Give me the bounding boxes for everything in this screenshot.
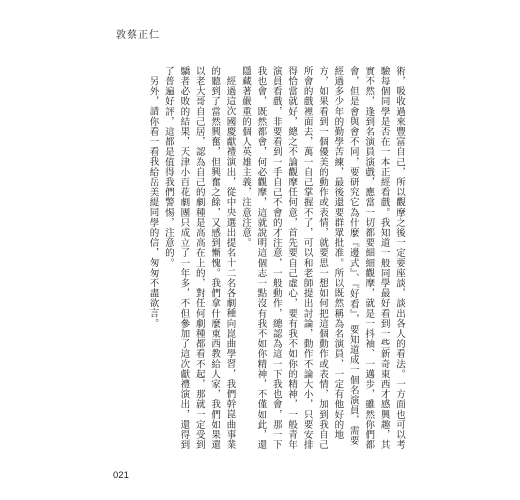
body-text: [147, 66, 407, 450]
page-number: 021: [113, 470, 129, 481]
paragraph-1: 術，吸收過來豐富自己，所以觀摩之後一定要座談，談出各人的看法。一方面也可以考驗每個同學是否在一本正經看戲。我知道一般同學最好看到一些新奇東西才感興趣，其實不然，逢到名演員演戲，應當一切都要細細觀摩，就是一抖袖、一邁步，雖然你們都會，但是會與會不同，要研究它為什麼『邊式』、『好看』，要知道成一個名演員，需要經過多少年的勤學苦練，最後還要群眾批准。所以既然稱為名演員，一定有他好的地方，如果看到一個優美的動作或表情，就要思一想如何把這個動作或表情，加到我自己所會的戲裡面去，萬一自己掌握不了，可以和老師提出討論，動作不論大小，只要安排得恰當就好，總之不論觀摩任何意，首先要自己虛心，要有我不如你的精神，一般青年演員看戲，非要看到一手自己不會的才注意，一般動作，總認為這一下我也會，那一下我也會，既然都會，何必觀摩，這就說明這個志一點沒有我不如你精神，不僅如此，還隱藏著嚴重的個人英雄主義，注意注意。: [239, 66, 405, 450]
paragraph-3: 另外，請你看一看我給岳美緹同學的信，匆匆不盡欲言。: [147, 75, 159, 328]
paragraph-2: 經過這次國慶獻禮演出，從中央選出提名十二名各劇種向崑曲學習，我們幹崑曲事業的聽到了當然興奮，但興奮之餘，又感到慚愧。我們拿什麼東西教給人家，我們如果還以老大哥自己居，認為自己的劇種是高高在上的，對任何劇種都看不起，那就一定受到驕者必敗的結果，天津小百花劇團只成立了一年多，不但參加了這次獻禮演出，還得到了普遍好評，這都是值得我們警惕，注意的。: [162, 66, 236, 450]
running-header: 敦蔡正仁: [116, 30, 160, 41]
